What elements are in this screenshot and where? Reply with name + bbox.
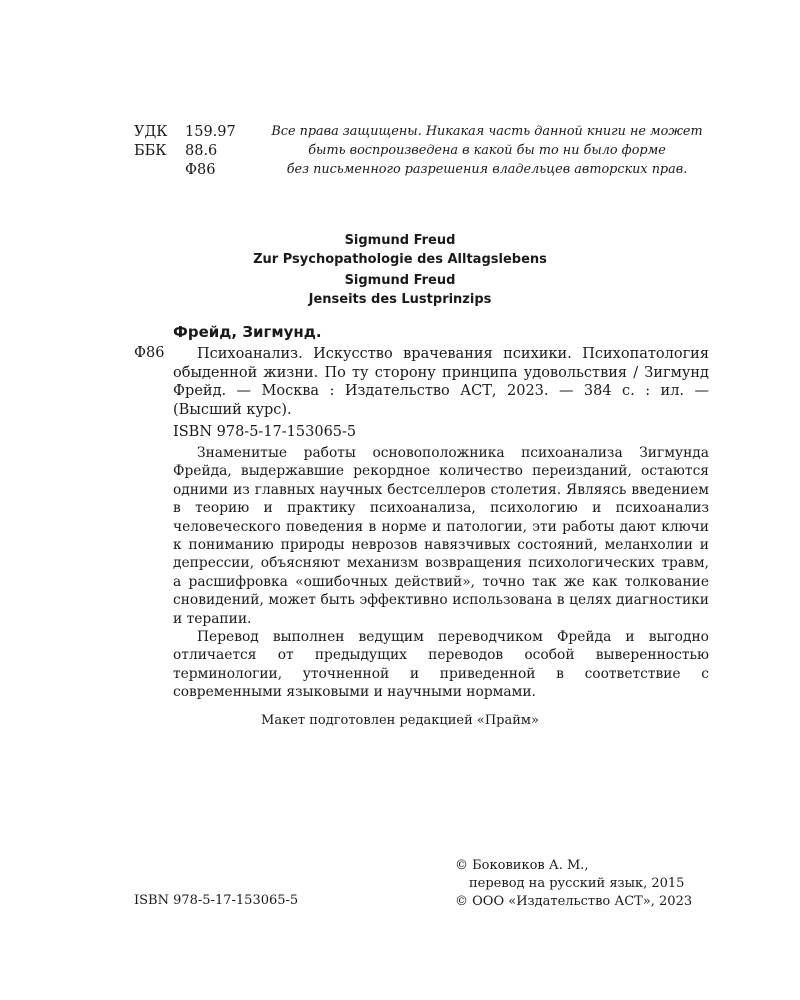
original-author-2: Sigmund Freud	[344, 273, 456, 288]
copyright-translation-note: перевод на русский язык, 2015	[469, 876, 685, 891]
rights-notice	[262, 122, 712, 179]
copyright-publisher: © ООО «Издательство АСТ», 2023	[455, 894, 693, 909]
footer-isbn: ISBN 978-5-17-153065-5	[134, 893, 299, 908]
udk-value: 159.97	[185, 124, 236, 140]
rights-line: быть воспроизведена в какой бы то ни было форме	[308, 143, 666, 158]
description-text: Психоанализ. Искусство врачевания психики. Психопатология обыденной жизни. По ту сторону принципа удовольствия / Зигмунд Фрейд. — Москва : Издательство АСТ, 2023. — 384 с. : ил. — (Высший курс).	[173, 346, 709, 418]
author-sign: Ф86	[185, 162, 216, 178]
layout-credit: Макет подготовлен редакцией «Прайм»	[261, 713, 539, 728]
original-titles	[0, 231, 800, 309]
classification-block	[134, 123, 245, 180]
annotation-paragraph: Знаменитые работы основоположника психоанализа Зигмунда Фрейда, выдержавшие рекордное количество переизданий, остаются одними из главных научных бестселлеров столетия. Являясь введением в теорию и практику психоанализа, психологию и психоанализ человеческого поведения в норме и патологии, эти работы дают ключи к пониманию природы неврозов навязчивых состояний, меланхолии и депрессии, объясняют механизм возвращения психологических травм, а расшифровка «ошибочных действий», точно так же как толкование сновидений, может быть эффективно использована в целях диагностики и терапии.	[173, 445, 709, 627]
annotation-paragraph: Перевод выполнен ведущим переводчиком Фрейда и выгодно отличается от предыдущих переводов особой выверенностью терминологии, уточненной и приведенной в соответствие с современными языковыми и научными нормами.	[173, 629, 709, 701]
copyright-block	[455, 857, 692, 911]
original-title-1: Zur Psychopathologie des Alltagslebens	[253, 252, 547, 267]
bbk-row	[134, 142, 245, 161]
original-title-2: Jenseits des Lustprinzips	[308, 292, 492, 307]
isbn-record: ISBN 978-5-17-153065-5	[173, 424, 357, 440]
original-author-1: Sigmund Freud	[344, 233, 456, 248]
udk-label: УДК	[134, 124, 168, 140]
copyright-translator: © Боковиков А. М.,	[455, 858, 589, 873]
author-sign-row	[134, 161, 245, 180]
bbk-label: ББК	[134, 143, 167, 159]
rights-line: Все права защищены. Никакая часть данной книги не может	[271, 124, 703, 139]
author-heading: Фрейд, Зигмунд.	[173, 323, 322, 341]
bbk-value: 88.6	[185, 143, 218, 159]
rights-line: без письменного разрешения владельцев авторских прав.	[286, 162, 688, 177]
annotation	[173, 444, 709, 702]
bibliographic-description	[173, 345, 709, 419]
udk-row	[134, 123, 245, 142]
catalog-code: Ф86	[134, 345, 165, 361]
